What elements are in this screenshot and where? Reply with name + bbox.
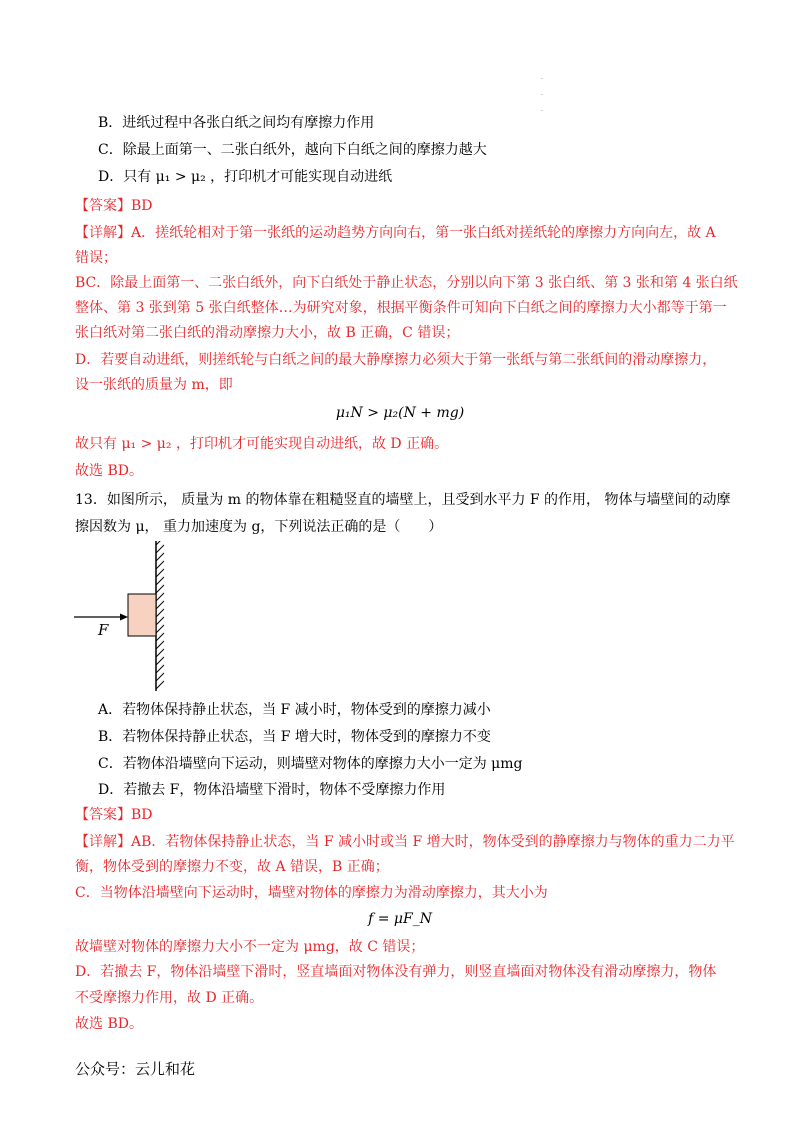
q12-formula: μ₁N > μ₂(N + mg) bbox=[335, 405, 465, 421]
q12-analysis-line-4: 整体、第 3 张到第 5 张白纸整体…为研究对象，根据平衡条件可知向下白纸之间的摩擦力大小都等于第一 bbox=[75, 300, 727, 316]
q13-answer: 【答案】BD bbox=[75, 807, 153, 823]
q12-analysis-line-5: 张白纸对第二张白纸的滑动摩擦力大小，故 B 正确，C 错误； bbox=[75, 325, 460, 341]
q13-analysis-line-2: 衡，物体受到的摩擦力不变，故 A 错误，B 正确； bbox=[75, 859, 389, 875]
q13-analysis-line-1: 【详解】AB．若物体保持静止状态，当 F 减小时或当 F 增大时，物体受到的静摩擦力与物体的重力二力平 bbox=[75, 834, 735, 850]
q13-stem-line-1: 13．如图所示， 质量为 m 的物体靠在粗糙竖直的墙壁上，且受到水平力 F 的作用， 物体与墙壁间的动摩 bbox=[75, 492, 731, 508]
q13-stem-line-2: 擦因数为 μ， 重力加速度为 g，下列说法正确的是（ ） bbox=[75, 519, 443, 535]
decorative-dots: · · · bbox=[541, 76, 543, 115]
q13-option-c: C．若物体沿墙壁向下运动，则墙壁对物体的摩擦力大小一定为 μmg bbox=[98, 756, 523, 772]
q13-formula: f = μF_N bbox=[368, 911, 432, 927]
wall-hatching bbox=[156, 541, 164, 689]
q13-analysis-line-6: 不受摩擦力作用，故 D 正确。 bbox=[75, 990, 264, 1006]
q12-analysis-line-1: 【详解】A．搓纸轮相对于第一张纸的运动趋势方向向右，第一张白纸对搓纸轮的摩擦力方向向左，故 A bbox=[75, 225, 716, 241]
q12-option-c: C．除最上面第一、二张白纸外，越向下白纸之间的摩擦力越大 bbox=[98, 142, 487, 158]
q12-option-b: B．进纸过程中各张白纸之间均有摩擦力作用 bbox=[98, 115, 375, 131]
q13-option-a: A．若物体保持静止状态，当 F 减小时，物体受到的摩擦力减小 bbox=[98, 702, 491, 718]
q13-analysis-line-4: 故墙壁对物体的摩擦力大小不一定为 μmg，故 C 错误； bbox=[75, 939, 425, 955]
wall-block-diagram bbox=[70, 541, 190, 691]
q13-option-b: B．若物体保持静止状态，当 F 增大时，物体受到的摩擦力不变 bbox=[98, 729, 491, 745]
q13-option-d: D．若撤去 F，物体沿墙壁下滑时，物体不受摩擦力作用 bbox=[98, 782, 446, 798]
q13-analysis-line-5: D．若撤去 F，物体沿墙壁下滑时，竖直墙面对物体没有弹力，则竖直墙面对物体没有滑动摩擦力，物体 bbox=[75, 964, 717, 980]
q13-choose: 故选 BD。 bbox=[75, 1016, 143, 1032]
q12-analysis-line-2: 错误； bbox=[75, 250, 117, 266]
q12-option-d: D．只有 μ₁ > μ₂ ，打印机才可能实现自动进纸 bbox=[98, 169, 393, 185]
block-mass bbox=[128, 594, 156, 636]
q12-choose: 故选 BD。 bbox=[75, 463, 143, 479]
q12-conclusion: 故只有 μ₁ > μ₂ ，打印机才可能实现自动进纸，故 D 正确。 bbox=[75, 436, 449, 452]
q12-analysis-line-6: D．若要自动进纸，则搓纸轮与白纸之间的最大静摩擦力必须大于第一张纸与第二张纸间的滑动摩擦力， bbox=[75, 352, 717, 368]
q12-answer: 【答案】BD bbox=[75, 198, 153, 214]
force-arrow-head bbox=[120, 614, 128, 621]
q13-analysis-line-3: C．当物体沿墙壁向下运动时，墙壁对物体的摩擦力为滑动摩擦力，其大小为 bbox=[75, 885, 548, 901]
force-label: F bbox=[98, 621, 109, 639]
q12-analysis-line-7: 设一张纸的质量为 m，即 bbox=[75, 377, 233, 393]
footer-wechat-account: 公众号：云儿和花 bbox=[75, 1060, 196, 1078]
q12-analysis-line-3: BC．除最上面第一、二张白纸外，向下白纸处于静止状态，分别以向下第 3 张白纸、第 3 张和第 4 张白纸 bbox=[75, 275, 738, 291]
q13-figure bbox=[70, 541, 190, 691]
